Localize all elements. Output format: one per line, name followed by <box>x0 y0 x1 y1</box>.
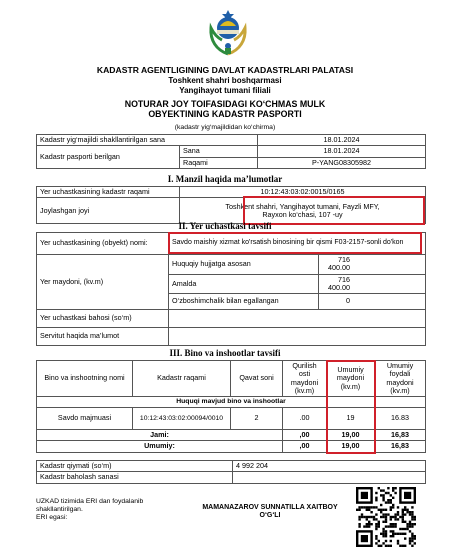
address-line-1: Toshkent shahri, Yangihayot tumani, Fayzli MFY, <box>225 201 380 211</box>
table-row <box>37 408 426 430</box>
building-cadastral: 10:12:43:03:02:00094/0010 <box>133 408 231 430</box>
e-signature-line-3: ERI egasi: <box>36 513 68 521</box>
cadastral-value-label: Kadastr qiymati (so‘m) <box>37 461 233 472</box>
col-floors: Qavat soni <box>231 361 283 397</box>
subtotal-useful-area: 16,83 <box>375 430 426 441</box>
address-table <box>36 186 426 224</box>
land-value-label: Yer uchastkasi bahosi (so‘m) <box>37 310 169 328</box>
subtotal-row <box>37 430 426 441</box>
issue-date-label: Sana <box>180 146 258 157</box>
cadastral-number-label: Yer uchastkasining kadastr raqami <box>37 187 180 198</box>
valuation-date-label: Kadastr baholash sanasi <box>37 472 233 483</box>
buildings-table <box>36 360 426 453</box>
document-title: NOTURAR JOY TOIFASIDAGI KO‘CHMAS MULK <box>124 99 326 109</box>
document-subtitle: (kadastr yig‘majildidan ko‘chirma) <box>174 124 276 131</box>
formation-date-label: Kadastr yig‘majildi shakllantirilgan sana <box>37 135 258 146</box>
subtotal-total-area: 19,00 <box>327 430 375 441</box>
total-total-area: 19,00 <box>327 441 375 452</box>
total-footprint: ,00 <box>283 441 327 452</box>
uzbekistan-emblem-icon <box>206 8 250 56</box>
e-signature-note <box>36 498 143 521</box>
cadastral-value-table <box>36 460 426 484</box>
total-useful-area: 16,83 <box>375 441 426 452</box>
passport-info-table <box>36 134 426 169</box>
building-name: Savdo majmuasi <box>37 408 133 430</box>
formation-date-value: 18.01.2024 <box>258 135 426 146</box>
area-label: Yer maydoni, (kv.m) <box>37 255 169 310</box>
area-unauthorized-label: O‘zboshimchalik bilan egallangan <box>169 294 319 310</box>
signer-name <box>190 504 350 520</box>
area-legal-label: Huquqiy hujjatga asosan <box>169 255 319 275</box>
passport-number-label: Raqami <box>180 157 258 168</box>
object-name-value: Savdo maishiy xizmat ko'rsatish binosining bir qismi F03-2157-sonli do'kon <box>169 233 426 255</box>
passport-number-value: P-YANG08305982 <box>258 157 426 168</box>
e-signature-line-1: UZKAD tizimida ERI dan foydalanib <box>36 498 144 505</box>
building-floors: 2 <box>231 408 283 430</box>
total-label: Umumiy: <box>37 441 283 452</box>
issued-label: Kadastr pasporti berilgan <box>37 146 180 169</box>
area-actual-value: 716 400.00 <box>319 274 426 294</box>
section-2-title: II. Yer uchastkasi tavsifi <box>178 221 272 231</box>
total-row <box>37 441 426 452</box>
location-label: Joylashgan joyi <box>37 198 180 224</box>
legal-buildings-subheader: Huquqi mavjud bino va inshootlar <box>37 397 426 408</box>
cadastral-number-value: 10:12:43:03:02:0015/0165 <box>180 187 426 198</box>
address-line-2: Rayxon ko‘chasi, 107 -uy <box>262 209 343 219</box>
agency-district: Yangihayot tumani filiali <box>179 86 271 95</box>
subtotal-label: Jami: <box>37 430 283 441</box>
qr-code-icon <box>356 487 416 547</box>
subtotal-footprint: ,00 <box>283 430 327 441</box>
area-actual-label: Amalda <box>169 274 319 294</box>
area-unauthorized-value: 0 <box>319 294 426 310</box>
land-value-value <box>169 310 426 328</box>
building-total-area: 19 <box>327 408 375 430</box>
col-footprint-area: Qurilish osti maydoni (kv.m) <box>283 361 327 397</box>
location-value <box>180 198 426 224</box>
servitude-label: Servitut haqida ma’lumot <box>37 328 169 346</box>
object-name-label: Yer uchastkasining (obyekt) nomi: <box>37 233 169 255</box>
col-building-name: Bino va inshootning nomi <box>37 361 133 397</box>
issue-date-value: 18.01.2024 <box>258 146 426 157</box>
building-footprint: .00 <box>283 408 327 430</box>
e-signature-line-2: shakllantirilgan. <box>36 505 83 513</box>
signer-name-line-1: MAMANAZAROV SUNNATILLA XAITBOY <box>202 504 338 511</box>
building-useful-area: 16.83 <box>375 408 426 430</box>
signer-name-line-2: O‘G‘LI <box>259 512 281 520</box>
valuation-date-value <box>233 472 426 483</box>
section-1-title: I. Manzil haqida ma’lumotlar <box>167 174 283 184</box>
col-useful-area: Umumiy foydali maydoni (kv.m) <box>375 361 426 397</box>
col-total-area: Umumiy maydoni (kv.m) <box>327 361 375 397</box>
section-3-title: III. Bino va inshootlar tavsifi <box>169 348 281 358</box>
col-cadastral-number: Kadastr raqami <box>133 361 231 397</box>
land-plot-table <box>36 232 426 346</box>
agency-name: KADASTR AGENTLIGINING DAVLAT KADASTRLARI PALATASI <box>96 65 354 75</box>
area-legal-value: 716 400.00 <box>319 255 426 275</box>
agency-branch: Toshkent shahri boshqarmasi <box>168 76 282 85</box>
document-title-2: OBYEKTINING KADASTR PASPORTI <box>148 109 302 119</box>
servitude-value <box>169 328 426 346</box>
cadastral-value-value: 4 992 204 <box>233 461 426 472</box>
